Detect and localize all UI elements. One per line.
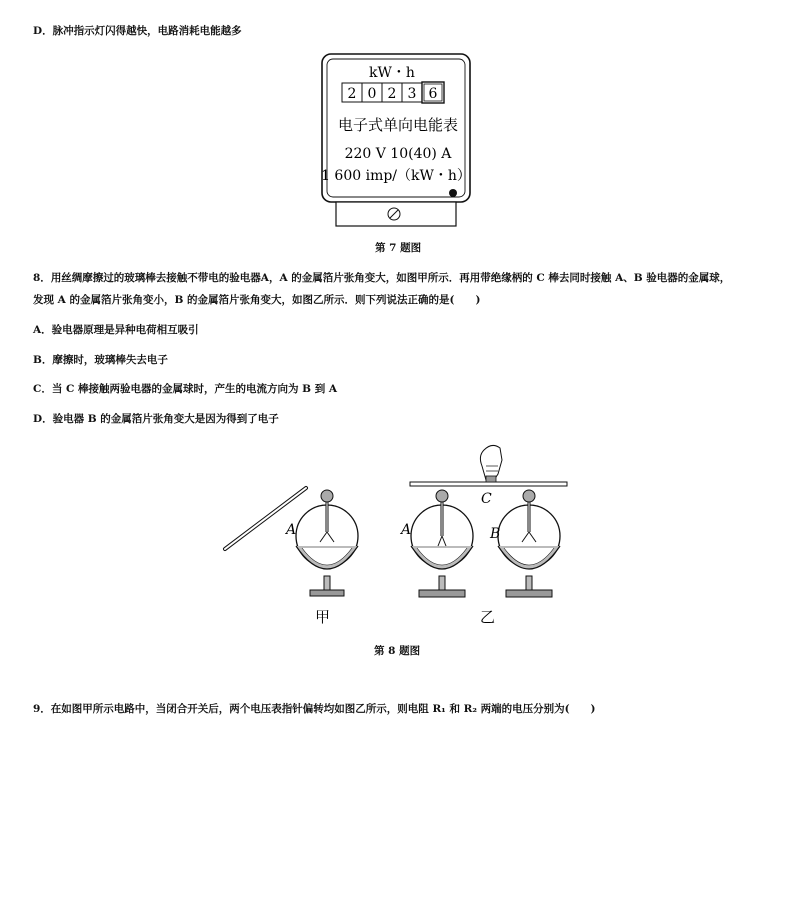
meter-title: 电子式单向电能表 xyxy=(337,116,459,134)
q7-option-d: D．脉冲指示灯闪得越快，电路消耗电能越多 xyxy=(33,25,242,37)
q8-number: 8． xyxy=(33,272,51,284)
hand-holding-rod-icon xyxy=(480,445,502,482)
meter-unit-label: kW・h xyxy=(369,65,415,81)
meter-rating: 220 V 10(40) A xyxy=(344,146,452,162)
meter-digit-4: 3 xyxy=(407,86,417,102)
label-yi: 乙 xyxy=(480,608,496,626)
meter-digit-3: 2 xyxy=(387,86,397,102)
meter-constant: 1 600 imp/（kW・h） xyxy=(321,168,471,184)
electroscope-jia xyxy=(296,490,358,596)
q8-option-a: A．验电器原理是异种电荷相互吸引 xyxy=(33,324,199,336)
fig8-caption: 第 8 题图 xyxy=(374,645,421,657)
pulse-indicator-light xyxy=(449,189,457,197)
meter-digit-2: 0 xyxy=(367,86,377,102)
fig7-caption: 第 7 题图 xyxy=(375,242,422,254)
q8-stem-line2: 发现 A 的金属箔片张角变小，B 的金属箔片张角变大，如图乙所示．则下列说法正确的是( ) xyxy=(33,294,481,306)
electroscope-figure xyxy=(220,436,580,628)
label-a-jia: A xyxy=(286,522,297,538)
q8-stem-text-1: 用丝绸摩擦过的玻璃棒去接触不带电的验电器A，A 的金属箔片张角变大，如图甲所示．再用带绝缘柄的 C 棒去同时接触 A、B 验电器的金属球， xyxy=(50,272,731,284)
electroscope-a xyxy=(411,490,473,597)
q8-option-b: B．摩擦时，玻璃棒失去电子 xyxy=(33,354,168,366)
label-a-yi: A xyxy=(401,522,412,538)
energy-meter-figure xyxy=(318,52,474,230)
label-c: C xyxy=(481,491,492,507)
label-b: B xyxy=(490,526,501,542)
q8-stem-line1 xyxy=(33,270,730,285)
q9-text: 9．在如图甲所示电路中，当闭合开关后，两个电压表指针偏转均如图乙所示，则电阻 R₁ 和 R₂ 两端的电压分别为( ) xyxy=(33,703,596,715)
meter-digit-5: 6 xyxy=(428,86,438,102)
label-jia: 甲 xyxy=(315,608,331,626)
q8-option-c: C．当 C 棒接触两验电器的金属球时，产生的电流方向为 B 到 A xyxy=(33,383,338,395)
electroscope-b xyxy=(498,490,560,597)
q8-option-d: D．验电器 B 的金属箔片张角变大是因为得到了电子 xyxy=(33,413,279,425)
meter-digit-1: 2 xyxy=(347,86,357,102)
